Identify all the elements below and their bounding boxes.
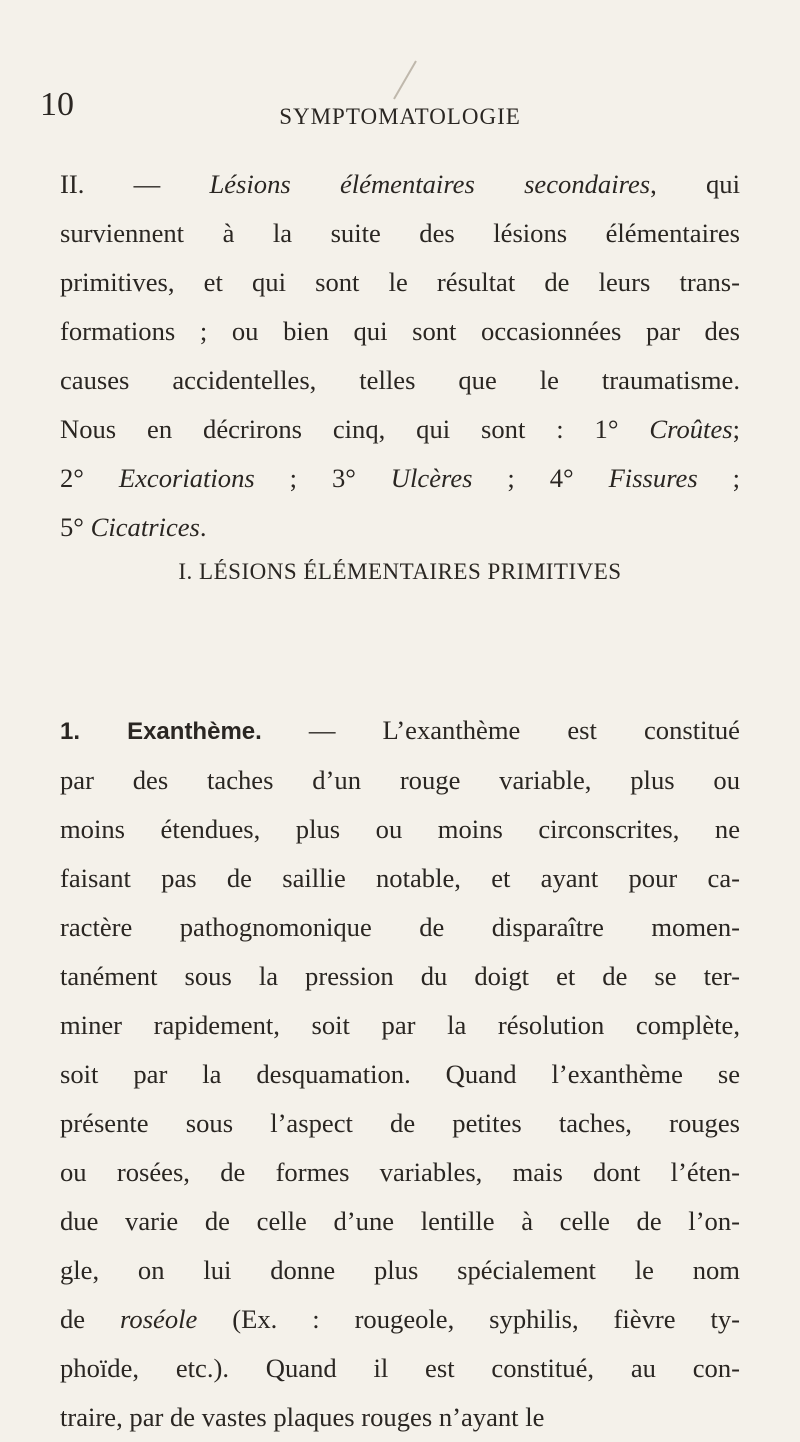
text-line: miner rapidement, soit par la résolution complète, — [60, 1010, 740, 1040]
text-line: gle, on lui donne plus spécialement le nom — [60, 1255, 740, 1285]
text-line: traire, par de vastes plaques rouges n’ayant le — [60, 1402, 545, 1432]
item-number: 4° — [549, 463, 574, 493]
text-line: formations ; ou bien qui sont occasionnées par des — [60, 316, 740, 346]
paragraph-secondary-lesions — [60, 160, 740, 552]
text-line: primitives, et qui sont le résultat de leurs trans- — [60, 267, 740, 297]
pencil-mark — [393, 60, 417, 99]
text-line: causes accidentelles, telles que le traumatisme. — [60, 365, 740, 395]
paragraph-title: Lésions élémentaires secondaires — [209, 169, 651, 199]
item-number: 1° — [594, 414, 619, 444]
text-line: ractère pathognomonique de disparaître momen- — [60, 912, 740, 942]
text-line: Nous en décrirons cinq, qui sont : 1° Croûtes; — [60, 414, 740, 444]
entry-term-secondary: roséole — [120, 1304, 198, 1334]
text-line: moins étendues, plus ou moins circonscrites, ne — [60, 814, 740, 844]
text-line: II. — Lésions élémentaires secondaires, qui — [60, 169, 740, 199]
paragraph-lead: II. — — [60, 169, 210, 199]
section-heading: I. LÉSIONS ÉLÉMENTAIRES PRIMITIVES — [178, 559, 622, 584]
text-line: faisant pas de saillie notable, et ayant pour ca- — [60, 863, 740, 893]
item-name: Excoriations — [118, 463, 255, 493]
item-number: 2° — [60, 463, 84, 493]
text-line: soit par la desquamation. Quand l’exanthème se — [60, 1059, 740, 1089]
paragraph-exantheme — [60, 706, 740, 1442]
text-line: due varie de celle d’une lentille à celle de l’on- — [60, 1206, 740, 1236]
text-line: phoïde, etc.). Quand il est constitué, au con- — [60, 1353, 740, 1383]
item-number: 5° — [60, 512, 84, 542]
item-name: Cicatrices — [90, 512, 200, 542]
entry-term: Exanthème. — [127, 718, 262, 745]
text-line: ou rosées, de formes variables, mais dont l’éten- — [60, 1157, 740, 1187]
item-number: 3° — [331, 463, 356, 493]
text-line: surviennent à la suite des lésions élémentaires — [60, 218, 740, 248]
text-line: présente sous l’aspect de petites taches, rouges — [60, 1108, 740, 1138]
page-number: 10 — [40, 86, 74, 123]
text-line: tanément sous la pression du doigt et de se ter- — [60, 961, 740, 991]
text-line: 1. Exanthème. — L’exanthème est constitué — [60, 715, 740, 745]
text-line: 5° Cicatrices. — [60, 512, 207, 542]
text-line: par des taches d’un rouge variable, plus ou — [60, 765, 740, 795]
text-line: 2° Excoriations ; 3° Ulcères ; 4° Fissures ; — [60, 463, 741, 493]
page-header — [40, 86, 740, 144]
text-line: de roséole (Ex. : rougeole, syphilis, fièvre ty- — [60, 1304, 740, 1334]
running-title: SYMPTOMATOLOGIE — [279, 104, 521, 129]
item-name: Ulcères — [390, 463, 473, 493]
entry-number: 1. — [60, 718, 81, 745]
item-name: Croûtes — [649, 414, 733, 444]
item-name: Fissures — [608, 463, 698, 493]
